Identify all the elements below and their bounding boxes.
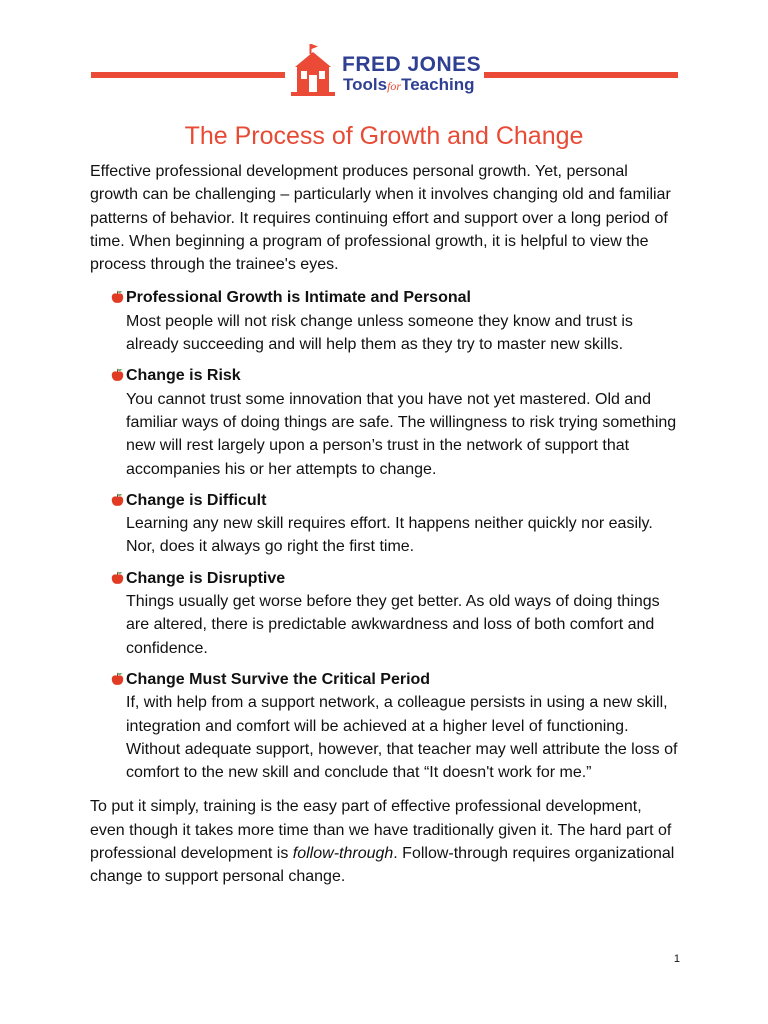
bullet-body: Learning any new skill requires effort. It happens neither quickly nor easily. Nor, does it always go right the first time. [126, 515, 653, 556]
closing-text-2: . Follow-through requires organizational change to support personal change. [90, 845, 675, 886]
bullet-item [111, 668, 680, 784]
bullet-heading [111, 567, 680, 590]
bullet-heading [111, 668, 680, 691]
schoolhouse-icon [291, 42, 335, 98]
bullet-heading [111, 286, 680, 309]
apple-icon [111, 493, 124, 507]
bullet-body: You cannot trust some innovation that you have not yet mastered. Old and familiar ways of doing things are safe. The willingness to risk trying something new will rest largely upon a person’s trust in the network of support that accompanies his or her attempts to change. [126, 390, 677, 478]
page-title: The Process of Growth and Change [184, 122, 584, 150]
bullet-heading-text: Change Must Survive the Critical Period [126, 670, 431, 688]
header [0, 42, 768, 102]
bullet-heading-text: Change is Risk [126, 367, 241, 385]
bullet-body: Things usually get worse before they get better. As old ways of doing things are altered, there is predictable awkwardness and loss of both comfort and confidence. [126, 593, 660, 657]
bullet-heading-text: Professional Growth is Intimate and Personal [126, 289, 471, 307]
apple-icon [111, 571, 124, 585]
logo-teaching: Teaching [401, 75, 475, 94]
logo-line-2 [343, 75, 481, 96]
closing-emphasis: follow-through [292, 845, 394, 863]
header-rule-right [484, 72, 678, 78]
bullet-item [111, 364, 680, 480]
bullet-heading-text: Change is Disruptive [126, 569, 286, 587]
apple-icon [111, 368, 124, 382]
bullet-heading [111, 489, 680, 512]
logo-for: for [387, 79, 402, 93]
logo-wordmark [342, 54, 481, 96]
document-body [90, 160, 680, 889]
intro-paragraph: Effective professional development produces personal growth. Yet, personal growth can be challenging – particularly when it involves changing old and familiar patterns of behavior. It requires continuing effort and support over a long period of time. When beginning a program of professional growth, it is helpful to view the process through the trainee's eyes. [90, 163, 671, 274]
bullet-item [111, 567, 680, 660]
bullet-item [111, 489, 680, 559]
logo-line-1: FRED JONES [342, 53, 482, 76]
bullet-heading [111, 364, 680, 387]
closing-text-1: To put it simply, training is the easy part of effective professional development, even though it takes more time than we have traditionally given it. The hard part of professional development is [90, 798, 672, 863]
apple-icon [111, 672, 124, 686]
bullet-heading-text: Change is Difficult [126, 491, 267, 509]
bullet-body: Most people will not risk change unless someone they know and trust is already succeeding and will help them as they try to master new skills. [126, 312, 633, 354]
bullet-body: If, with help from a support network, a colleague persists in using a new skill, integration and comfort will be achieved at a higher level of functioning. Without adequate support, however, that teacher may well attribute the loss of comfort to the new skill and conclude that “It doesn't work for me.” [126, 694, 678, 782]
logo-tools: Tools [343, 75, 388, 94]
apple-icon [111, 290, 124, 304]
page-number: 1 [673, 953, 680, 965]
header-rule-left [91, 72, 285, 78]
bullet-item [111, 286, 680, 356]
closing-paragraph [90, 795, 680, 888]
